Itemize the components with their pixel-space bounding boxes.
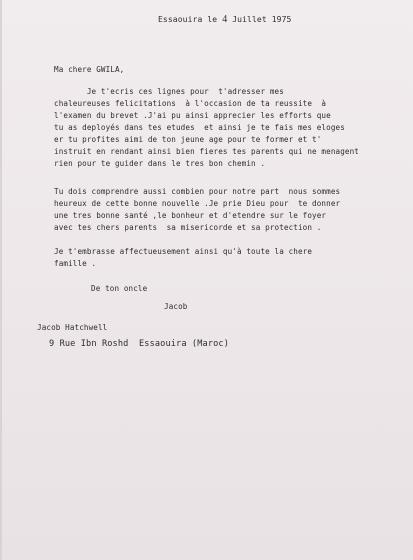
paragraph1-line: Je t'ecris ces lignes pour t'adresser mes	[54, 87, 284, 96]
closing: De ton oncle	[91, 284, 148, 293]
paragraph1-line: chaleureuses felicitations à l'occasion de ta reussite à	[54, 99, 327, 108]
signature: Jacob	[164, 302, 188, 311]
sender-name: Jacob Hatchwell	[37, 323, 108, 332]
paragraph1-line: tu as deployés dans tes etudes et ainsi je te fais mes eloges	[54, 123, 345, 132]
letter-date	[158, 14, 292, 26]
paragraph2-line: avec tes chers parents sa misericorde et sa protection .	[54, 223, 322, 232]
paragraph3-line: Je t'embrasse affectueusement ainsi qu'à toute la chere	[54, 247, 313, 256]
date-suffix: Juillet 1975	[227, 15, 292, 24]
sender-address: 9 Rue Ibn Roshd Essaouira (Maroc)	[49, 339, 229, 349]
paragraph1-line: er tu profites aimi de ton jeune age pour te former et t'	[54, 135, 322, 144]
paragraph2-line: une tres bonne santé ,le bonheur et d'etendre sur le foyer	[54, 211, 327, 220]
paragraph3-line: famille .	[54, 259, 97, 268]
date-prefix: Essaouira le	[158, 15, 223, 24]
paragraph1-line: l'examen du brevet .J'ai pu ainsi apprecier les efforts que	[54, 111, 331, 120]
paragraph2-line: Tu dois comprendre aussi combien pour notre part nous sommes	[54, 187, 341, 196]
salutation: Ma chere GWILA,	[54, 65, 125, 74]
page-edge	[0, 0, 2, 560]
paragraph1-line: rien pour te guider dans le tres bon chemin .	[54, 159, 266, 168]
paragraph2-line: heureux de cette bonne nouvelle .Je prie Dieu pour te donner	[54, 199, 341, 208]
date-day: 4	[222, 14, 228, 25]
paragraph1-line: instruit en rendant ainsi bien fieres tes parents qui ne menagent	[54, 147, 359, 156]
